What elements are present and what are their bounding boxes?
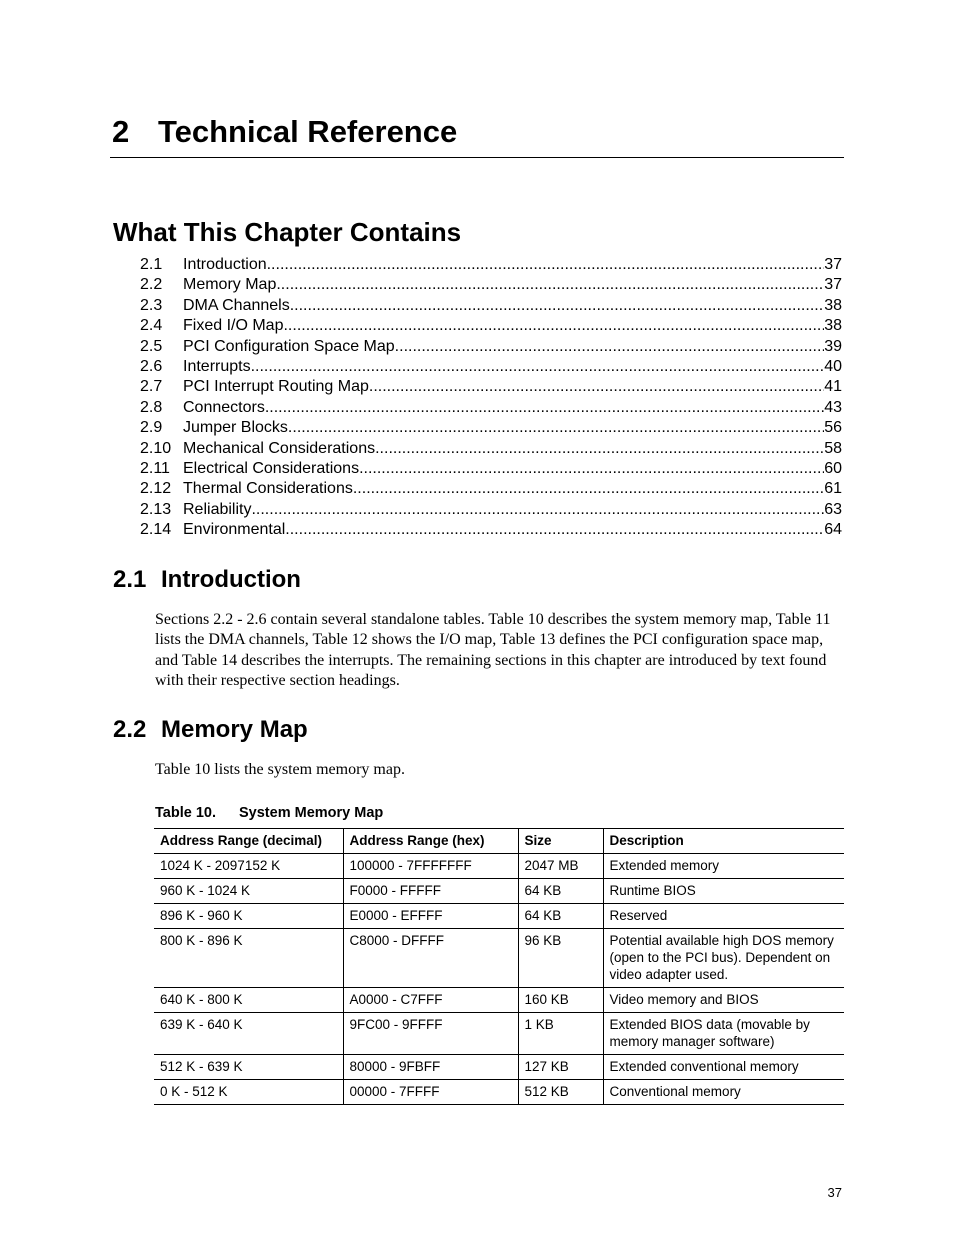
table-cell: A0000 - C7FFF — [343, 988, 518, 1013]
table-cell: 96 KB — [518, 929, 603, 988]
page-number: 37 — [827, 1185, 842, 1200]
toc-entry-title: Reliability — [183, 500, 252, 518]
table-cell: 1 KB — [518, 1013, 603, 1055]
toc-leader-dots — [285, 520, 824, 540]
section-number: 2.1 — [113, 566, 147, 593]
table-caption-label: Table 10. — [155, 805, 216, 821]
table-row — [154, 988, 844, 1013]
table-cell: 1024 K - 2097152 K — [154, 854, 343, 879]
contents-heading: What This Chapter Contains — [113, 217, 462, 247]
toc-entry-page: 38 — [824, 317, 842, 335]
table-cell: 800 K - 896 K — [154, 929, 343, 988]
toc-entry-page: 64 — [824, 521, 842, 539]
toc-entry-page: 39 — [824, 337, 842, 355]
toc-entry-2-11[interactable] — [140, 459, 842, 479]
toc-entry-title: Environmental — [183, 521, 286, 539]
section-title: Introduction — [161, 566, 301, 593]
section-number: 2.2 — [113, 716, 147, 743]
toc-entry-2-8[interactable] — [140, 398, 842, 418]
section-heading-introduction — [113, 565, 301, 595]
toc-entry-page: 58 — [824, 439, 842, 457]
table-cell: 64 KB — [518, 904, 603, 929]
toc-entry-title: Fixed I/O Map — [183, 317, 284, 335]
toc-entry-number: 2.14 — [140, 521, 172, 539]
toc-entry-page: 63 — [824, 500, 842, 518]
toc-entry-title: PCI Configuration Space Map — [183, 337, 395, 355]
toc-entry-title: Memory Map — [183, 276, 277, 294]
table-row — [154, 879, 844, 904]
toc-entry-page: 56 — [824, 419, 842, 437]
table-cell: 639 K - 640 K — [154, 1013, 343, 1055]
table-cell: Extended BIOS data (movable by memory manager software) — [603, 1013, 844, 1055]
toc-entry-page: 37 — [824, 256, 842, 273]
table-cell: 512 K - 639 K — [154, 1055, 343, 1080]
toc-entry-page: 38 — [824, 296, 842, 314]
toc-entry-2-7[interactable] — [140, 377, 842, 397]
chapter-title-rule — [110, 157, 844, 158]
table-row — [154, 929, 844, 988]
table-cell: Potential available high DOS memory (open to the PCI bus). Dependent on video adapter used. — [603, 929, 844, 988]
toc-entry-title: PCI Interrupt Routing Map — [183, 378, 369, 396]
table-cell: Runtime BIOS — [603, 879, 844, 904]
table-row — [154, 1013, 844, 1055]
toc-entry-number: 2.7 — [140, 378, 163, 396]
toc-entry-number: 2.8 — [140, 398, 163, 416]
column-header: Address Range (decimal) — [154, 829, 343, 854]
table-cell: 960 K - 1024 K — [154, 879, 343, 904]
toc-entry-number: 2.11 — [140, 459, 170, 477]
chapter-title-text: Technical Reference — [158, 114, 458, 149]
toc-entry-number: 2.1 — [140, 256, 163, 273]
toc-leader-dots — [369, 377, 824, 397]
table-caption — [155, 803, 383, 823]
toc-leader-dots — [265, 398, 824, 418]
table-cell: 80000 - 9FBFF — [343, 1055, 518, 1080]
table-cell: 64 KB — [518, 879, 603, 904]
toc-entry-page: 60 — [824, 459, 842, 477]
table-cell: F0000 - FFFFF — [343, 879, 518, 904]
table-cell: Video memory and BIOS — [603, 988, 844, 1013]
table-cell: 512 KB — [518, 1080, 603, 1105]
toc-leader-dots — [395, 337, 825, 357]
toc-entry-title: Jumper Blocks — [183, 419, 288, 437]
toc-leader-dots — [375, 439, 824, 459]
toc-entry-number: 2.5 — [140, 337, 163, 355]
table-cell: Conventional memory — [603, 1080, 844, 1105]
table-cell: Reserved — [603, 904, 844, 929]
table-cell: 2047 MB — [518, 854, 603, 879]
toc-entry-2-12[interactable] — [140, 479, 842, 499]
column-header: Description — [603, 829, 844, 854]
column-header: Address Range (hex) — [343, 829, 518, 854]
toc-entry-title: Thermal Considerations — [183, 480, 353, 498]
toc-entry-number: 2.2 — [140, 276, 163, 294]
toc-entry-number: 2.3 — [140, 296, 163, 314]
table-cell: 9FC00 - 9FFFF — [343, 1013, 518, 1055]
table-cell: 00000 - 7FFFF — [343, 1080, 518, 1105]
toc-entry-title: DMA Channels — [183, 296, 290, 314]
toc-entry-number: 2.10 — [140, 439, 172, 457]
section-heading-memory-map — [113, 715, 308, 745]
toc-entry-2-9[interactable] — [140, 418, 842, 438]
table-cell: 127 KB — [518, 1055, 603, 1080]
chapter-title — [112, 112, 844, 152]
system-memory-map-table — [154, 828, 844, 1105]
toc-entry-number: 2.12 — [140, 480, 172, 498]
toc-leader-dots — [359, 459, 824, 479]
table-cell: 640 K - 800 K — [154, 988, 343, 1013]
table-cell: 100000 - 7FFFFFFF — [343, 854, 518, 879]
toc-leader-dots — [353, 479, 824, 499]
toc-entry-2-13[interactable] — [140, 500, 842, 520]
toc-entry-page: 37 — [824, 276, 842, 294]
column-header: Size — [518, 829, 603, 854]
table-row — [154, 904, 844, 929]
toc-entry-2-4[interactable] — [140, 316, 842, 336]
toc-leader-dots — [288, 418, 824, 438]
toc-entry-title: Introduction — [183, 256, 267, 273]
toc-entry-2-1[interactable] — [140, 255, 842, 275]
table-caption-title: System Memory Map — [239, 805, 384, 821]
toc-entry-2-5[interactable] — [140, 337, 842, 357]
table-cell: Extended memory — [603, 854, 844, 879]
toc-entry-title: Mechanical Considerations — [183, 439, 376, 457]
table-row — [154, 854, 844, 879]
toc-entry-number: 2.9 — [140, 419, 163, 437]
memory-map-paragraph: Table 10 lists the system memory map. — [155, 761, 405, 778]
toc-entry-2-10[interactable] — [140, 439, 842, 459]
table-row — [154, 1080, 844, 1105]
toc-leader-dots — [251, 500, 824, 520]
toc-leader-dots — [290, 296, 824, 316]
toc-leader-dots — [251, 357, 825, 377]
section-title: Memory Map — [161, 716, 308, 743]
toc-entry-2-6[interactable] — [140, 357, 842, 377]
table-header-row — [154, 829, 844, 854]
introduction-paragraph: Sections 2.2 - 2.6 contain several standalone tables. Table 10 describes the system memory map, Table 11 lists the DMA channels, Table 12 shows the I/O map, Table 13 defines the PCI configuration space map, and Table 14 describes the interrupts. The remaining sections in this chapter are introduced by text found with their respective section headings. — [155, 611, 831, 689]
table-cell: 160 KB — [518, 988, 603, 1013]
toc-entry-number: 2.6 — [140, 357, 163, 375]
toc-entry-page: 41 — [824, 378, 842, 396]
table-cell: 0 K - 512 K — [154, 1080, 343, 1105]
toc-entry-title: Connectors — [183, 398, 265, 416]
table-of-contents — [140, 255, 842, 540]
toc-entry-page: 61 — [824, 480, 842, 498]
chapter-number: 2 — [112, 114, 130, 149]
toc-entry-number: 2.4 — [140, 317, 163, 335]
table-row — [154, 1055, 844, 1080]
toc-entry-title: Interrupts — [183, 357, 251, 375]
toc-leader-dots — [283, 316, 824, 336]
table-cell: E0000 - EFFFF — [343, 904, 518, 929]
table-cell: Extended conventional memory — [603, 1055, 844, 1080]
toc-entry-page: 43 — [824, 398, 842, 416]
toc-entry-number: 2.13 — [140, 500, 172, 518]
toc-leader-dots — [276, 275, 824, 295]
toc-leader-dots — [267, 255, 825, 275]
toc-entry-2-3[interactable] — [140, 296, 842, 316]
toc-entry-title: Electrical Considerations — [183, 459, 360, 477]
toc-entry-page: 40 — [824, 357, 842, 375]
table-cell: C8000 - DFFFF — [343, 929, 518, 988]
table-cell: 896 K - 960 K — [154, 904, 343, 929]
toc-entry-2-2[interactable] — [140, 275, 842, 295]
toc-entry-2-14[interactable] — [140, 520, 842, 540]
